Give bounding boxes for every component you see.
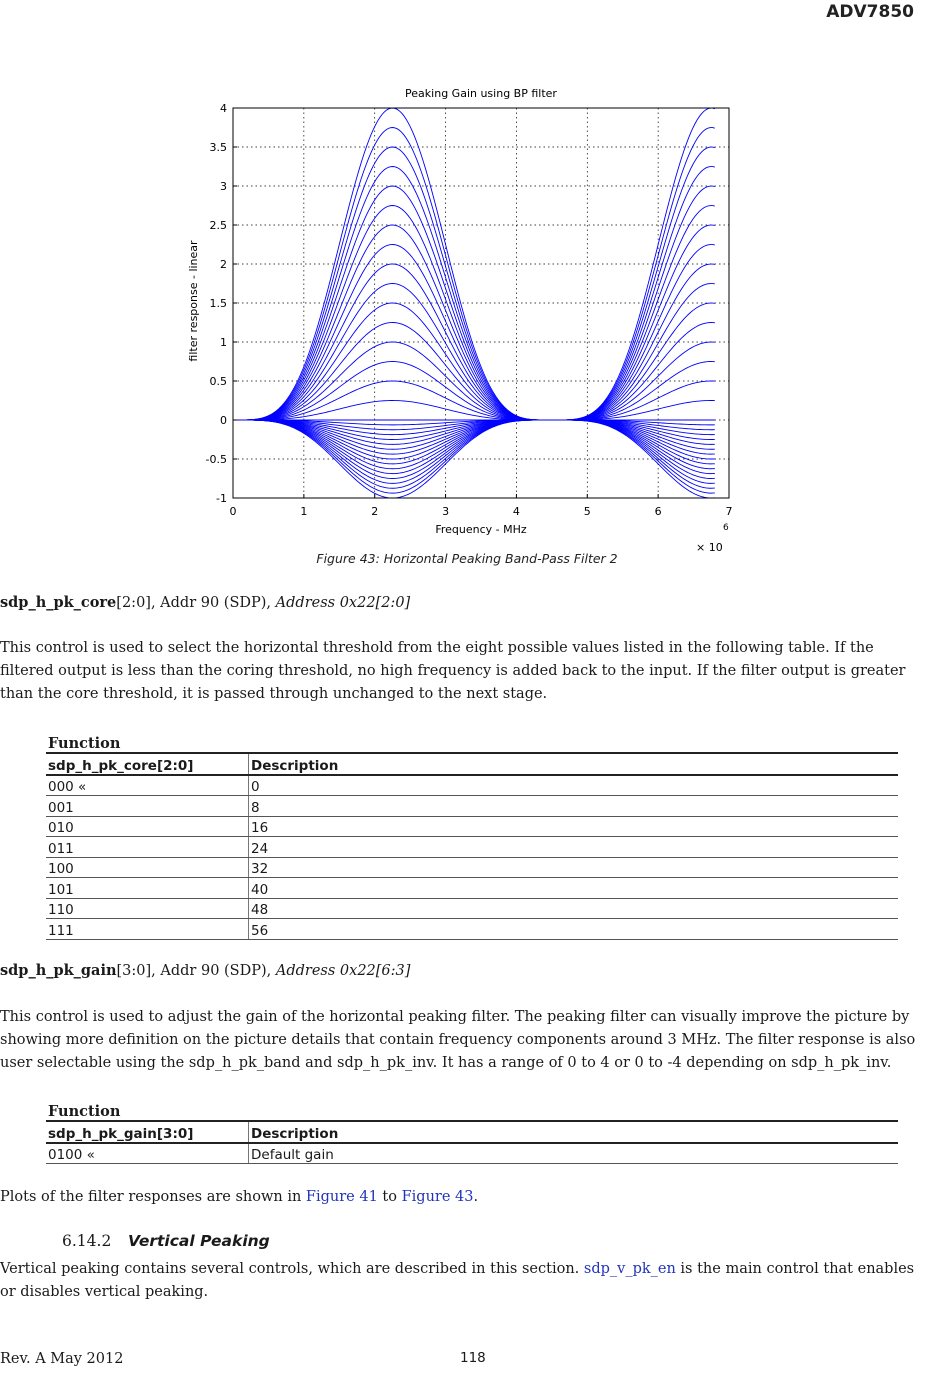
- table-cell: 40: [249, 878, 899, 899]
- page-number: 118: [460, 1350, 486, 1366]
- table-cell: 32: [249, 857, 899, 878]
- table-cell: 011: [46, 837, 249, 858]
- positive-gain-curve: [233, 381, 715, 420]
- table-row: [46, 1143, 898, 1164]
- column-header: sdp_h_pk_core[2:0]: [46, 753, 249, 775]
- footer-revision: Rev. A May 2012: [0, 1351, 124, 1367]
- register-heading-gain: [0, 962, 410, 979]
- register-heading-core: [0, 594, 410, 611]
- gain-function-table: [46, 1098, 898, 1164]
- chart-title: Peaking Gain using BP filter: [405, 87, 557, 100]
- table-cell: 100: [46, 857, 249, 878]
- vertical-text: is the main control that enables or disables vertical peaking.: [0, 1261, 915, 1300]
- x-tick-label: 7: [725, 505, 733, 518]
- section-title: Vertical Peaking: [128, 1232, 270, 1250]
- table-cell: 56: [249, 919, 899, 940]
- table-row: [46, 837, 898, 858]
- register-bits: [2:0]: [116, 595, 151, 611]
- x-axis-multiplier: × 10: [696, 541, 723, 554]
- table-row: [46, 796, 898, 817]
- table-cell: 0100 «: [46, 1143, 249, 1164]
- table-cell: 8: [249, 796, 899, 817]
- column-header: Description: [249, 1121, 899, 1143]
- table-cell: 0: [249, 775, 899, 796]
- register-address: Address 0x22[6:3]: [275, 963, 411, 979]
- figure-caption: Figure 43: Horizontal Peaking Band-Pass Filter 2: [316, 551, 618, 566]
- positive-gain-curve: [233, 167, 715, 420]
- y-axis-label: filter response - linear: [187, 240, 200, 362]
- x-tick-label: 6: [654, 505, 662, 518]
- table-title: Function: [46, 730, 898, 753]
- table-title: Function: [46, 1098, 898, 1121]
- y-tick-label: 1: [220, 336, 227, 349]
- table-row: [46, 816, 898, 837]
- positive-gain-curve: [233, 245, 715, 420]
- figure-43-link[interactable]: Figure 43: [401, 1189, 474, 1205]
- table-cell: 001: [46, 796, 249, 817]
- table-cell: 000 «: [46, 775, 249, 796]
- y-tick-label: 1.5: [209, 297, 227, 310]
- y-tick-label: 2.5: [209, 219, 227, 232]
- y-tick-label: 3.5: [209, 141, 227, 154]
- register-name: sdp_h_pk_gain: [0, 962, 117, 979]
- x-axis-multiplier-exponent: 6: [723, 523, 729, 533]
- register-name: sdp_h_pk_core: [0, 594, 117, 611]
- register-addr: , Addr 90 (SDP),: [150, 595, 276, 611]
- plots-text: .: [473, 1189, 479, 1205]
- table-row: [46, 919, 898, 940]
- table-row: [46, 775, 898, 796]
- plots-text: Plots of the filter responses are shown in: [0, 1189, 306, 1205]
- x-axis-label: Frequency - MHz: [435, 523, 527, 536]
- positive-gain-curve: [233, 401, 715, 421]
- table-cell: 16: [249, 816, 899, 837]
- y-tick-label: 3: [220, 180, 227, 193]
- plots-reference: [0, 1186, 920, 1209]
- figure-41-link[interactable]: Figure 41: [305, 1189, 378, 1205]
- table-row: [46, 878, 898, 899]
- register-bits: [3:0]: [116, 963, 152, 979]
- plots-text: to: [377, 1189, 402, 1205]
- table-cell: 111: [46, 919, 249, 940]
- y-tick-label: 0: [220, 414, 227, 427]
- table-cell: 48: [249, 898, 899, 919]
- y-tick-label: 2: [220, 258, 227, 271]
- section-heading: [62, 1232, 270, 1250]
- y-tick-label: -0.5: [205, 453, 227, 466]
- y-tick-label: 4: [220, 102, 227, 115]
- x-tick-label: 3: [442, 505, 450, 518]
- section-number: 6.14.2: [62, 1232, 112, 1250]
- gain-description: This control is used to adjust the gain of the horizontal peaking filter. The peaking filter can visually improve the picture by showing more definition on the picture details that contain frequency components around 3 MHz. The filter response is also user selectable using the sdp_h_pk_band and sdp_h_pk_inv. It has a range of 0 to 4 or 0 to -4 depending on sdp_h_pk_inv.: [0, 1009, 916, 1071]
- column-header: Description: [249, 753, 899, 775]
- x-tick-label: 4: [512, 505, 520, 518]
- table-cell: 010: [46, 816, 249, 837]
- y-tick-label: -1: [216, 492, 227, 505]
- vertical-peaking-text: [0, 1258, 920, 1304]
- chart-grid: [233, 108, 729, 498]
- table-cell: Default gain: [249, 1143, 899, 1164]
- x-tick-label: 5: [583, 505, 591, 518]
- document-header-title: ADV7850: [826, 2, 914, 22]
- table-cell: 101: [46, 878, 249, 899]
- column-header: sdp_h_pk_gain[3:0]: [46, 1121, 249, 1143]
- core-description: This control is used to select the horizontal threshold from the eight possible values listed in the following table. If the filtered output is less than the coring threshold, no high frequency is added back to the input. If the filter output is greater than the core threshold, it is passed through unchanged to the next stage.: [0, 640, 906, 702]
- register-address: Address 0x22[2:0]: [275, 595, 411, 611]
- chart-ticks: [206, 102, 733, 518]
- y-tick-label: 0.5: [209, 375, 227, 388]
- table-cell: 110: [46, 898, 249, 919]
- x-tick-label: 0: [229, 505, 237, 518]
- x-tick-label: 1: [300, 505, 308, 518]
- core-function-table: [46, 730, 898, 940]
- vertical-text: Vertical peaking contains several controls, which are described in this section.: [0, 1261, 584, 1277]
- table-cell: 24: [249, 837, 899, 858]
- x-tick-label: 2: [371, 505, 379, 518]
- sdp-v-pk-en-link[interactable]: sdp_v_pk_en: [583, 1261, 676, 1277]
- table-row: [46, 857, 898, 878]
- table-row: [46, 898, 898, 919]
- register-addr: , Addr 90 (SDP),: [151, 963, 276, 979]
- peaking-gain-chart: [175, 80, 755, 560]
